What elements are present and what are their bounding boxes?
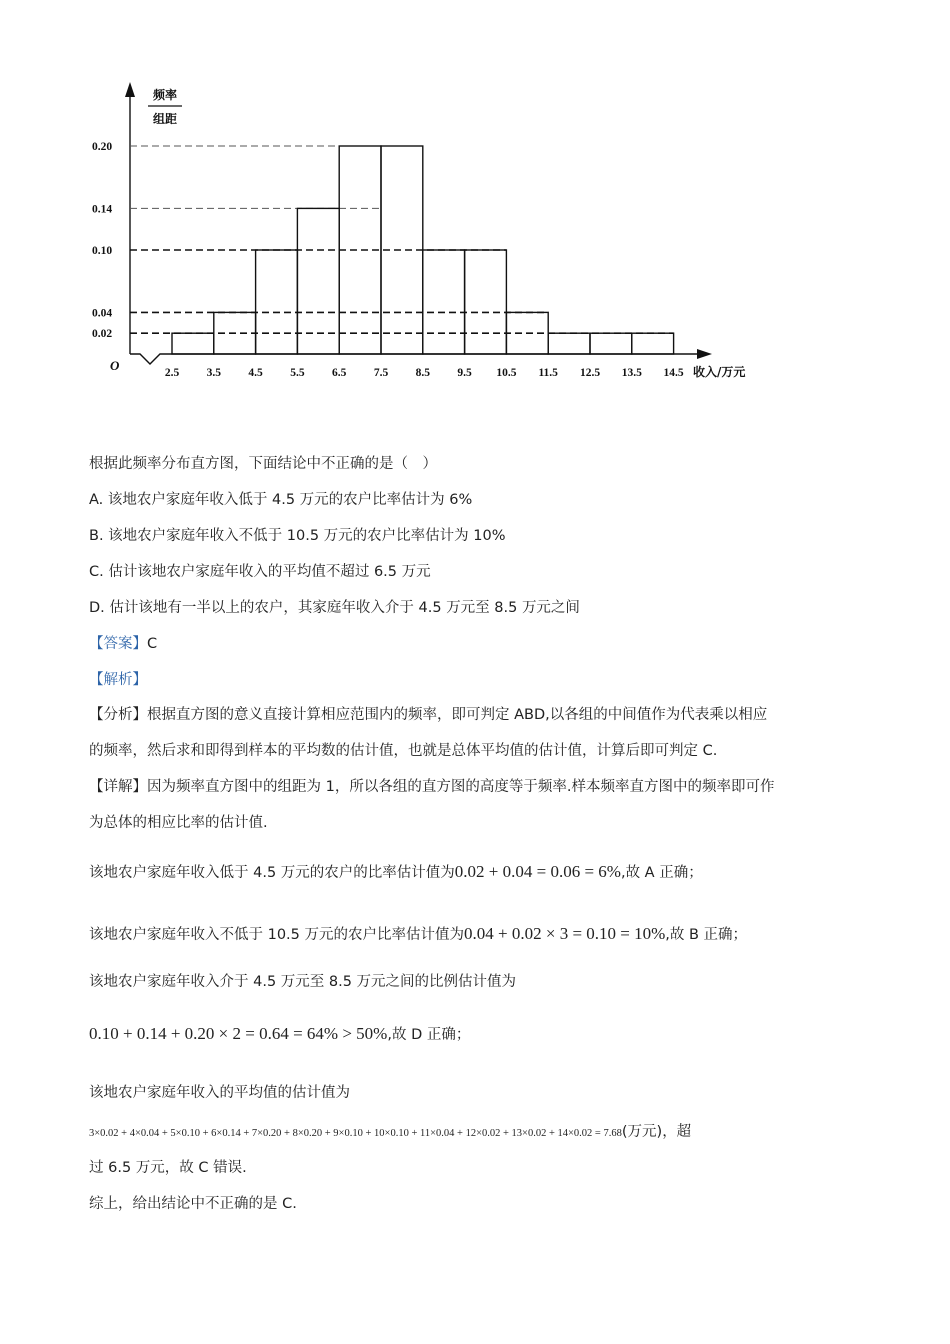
answer-line: [89, 634, 157, 654]
step-c-math: 3×0.02 + 4×0.04 + 5×0.10 + 6×0.14 + 7×0.20 + 8×0.20 + 9×0.10 + 10×0.10 + 11×0.04 + 12×0.02 + 13×0.02 + 14×0.02 = 7.68: [89, 1128, 622, 1139]
conclusion: 综上，给出结论中不正确的是 C.: [89, 1196, 297, 1212]
xiangjie-tag: 【详解】: [89, 779, 147, 795]
xiangjie-text-1: 因为频率直方图中的组距为 1，所以各组的直方图的高度等于频率.样本频率直方图中的频率即可作: [147, 779, 775, 795]
xiangjie-line-2: 为总体的相应比率的估计值.: [89, 815, 268, 831]
step-a-tail: ,故 A 正确；: [620, 865, 703, 881]
x-axis-label: 收入/万元: [693, 365, 746, 379]
step-d-text: 该地农户家庭年收入介于 4.5 万元至 8.5 万元之间的比例估计值为: [89, 974, 517, 990]
histogram-bar: [297, 208, 339, 354]
y-axis-label-numerator: 频率: [152, 88, 178, 102]
y-tick-label: 0.02: [92, 328, 113, 341]
step-c-formula: [89, 1122, 691, 1144]
step-b: [89, 924, 747, 945]
analysis-tag-text: 【解析】: [89, 672, 147, 688]
x-tick-label: 11.5: [538, 367, 558, 379]
histogram-bar: [632, 333, 674, 354]
option-d: D. 估计该地有一半以上的农户，其家庭年收入介于 4.5 万元至 8.5 万元之间: [89, 600, 580, 616]
x-tick-label: 5.5: [290, 367, 305, 379]
x-tick-label: 12.5: [579, 367, 601, 379]
step-c-unit: (万元): [621, 1124, 663, 1140]
step-d-formula: [89, 1024, 470, 1045]
xiangjie-line-1: [89, 777, 774, 797]
fenxi-text-1: 根据直方图的意义直接计算相应范围内的频率，即可判定 ABD,以各组的中间值作为代表乘以相应: [147, 707, 768, 723]
x-axis-arrow: [697, 349, 712, 359]
frequency-histogram: [0, 0, 950, 400]
x-tick-label: 8.5: [415, 367, 430, 379]
y-axis-arrow: [125, 82, 135, 97]
step-c-text: 该地农户家庭年收入的平均值的估计值为: [89, 1085, 350, 1101]
step-c-tail: ，超: [662, 1124, 692, 1140]
y-tick-label: 0.10: [92, 245, 113, 257]
analysis-tag: [89, 670, 147, 690]
x-tick-label: 3.5: [206, 367, 221, 379]
question-stem: 根据此频率分布直方图，下面结论中不正确的是（ ）: [89, 456, 437, 472]
x-tick-label: 6.5: [332, 367, 347, 379]
x-axis: [130, 354, 700, 364]
option-c: C. 估计该地农户家庭年收入的平均值不超过 6.5 万元: [89, 564, 431, 580]
y-tick-label: 0.04: [92, 307, 113, 320]
x-tick-label: 13.5: [621, 367, 642, 379]
fenxi-line-1: [89, 705, 767, 725]
origin-label: O: [110, 358, 120, 373]
option-a: A. 该地农户家庭年收入低于 4.5 万元的农户比率估计为 6%: [89, 492, 473, 508]
histogram-bar: [256, 250, 298, 354]
step-c-line-2: 过 6.5 万元，故 C 错误.: [89, 1160, 247, 1176]
x-tick-label: 2.5: [164, 367, 180, 379]
answer-tag: 【答案】: [89, 636, 147, 652]
step-d-tail: ,故 D 正确；: [387, 1027, 471, 1043]
histogram-bar: [172, 333, 214, 354]
histogram-bar: [590, 333, 632, 354]
x-tick-label: 7.5: [373, 367, 389, 379]
option-b: B. 该地农户家庭年收入不低于 10.5 万元的农户比率估计为 10%: [89, 528, 506, 544]
answer-value: C: [147, 636, 158, 652]
step-b-tail: ,故 B 正确；: [665, 927, 748, 943]
y-axis-label-denominator: 组距: [152, 112, 178, 126]
y-tick-label: 0.14: [92, 203, 113, 216]
step-d-math: 0.10 + 0.14 + 0.20 × 2 = 0.64 = 64% > 50%: [89, 1024, 388, 1043]
x-tick-label: 14.5: [663, 367, 684, 379]
fenxi-line-2: 的频率，然后求和即得到样本的平均数的估计值，也就是总体平均值的估计值，计算后即可判定 C.: [89, 743, 718, 759]
step-b-text: 该地农户家庭年收入不低于 10.5 万元的农户比率估计值为: [89, 927, 465, 943]
step-a: [89, 862, 703, 883]
x-tick-label: 4.5: [248, 367, 263, 379]
step-a-text: 该地农户家庭年收入低于 4.5 万元的农户的比率估计值为: [89, 865, 455, 881]
y-tick-label: 0.20: [92, 141, 113, 153]
x-tick-label: 9.5: [457, 367, 472, 379]
histogram-bar: [423, 250, 465, 354]
histogram-bar: [465, 250, 507, 354]
step-b-math: 0.04 + 0.02 × 3 = 0.10 = 10%: [464, 924, 666, 943]
fenxi-tag: 【分析】: [89, 707, 147, 723]
x-tick-label: 10.5: [496, 367, 517, 379]
histogram-bar: [548, 333, 590, 354]
step-a-math: 0.02 + 0.04 = 0.06 = 6%: [454, 862, 621, 881]
